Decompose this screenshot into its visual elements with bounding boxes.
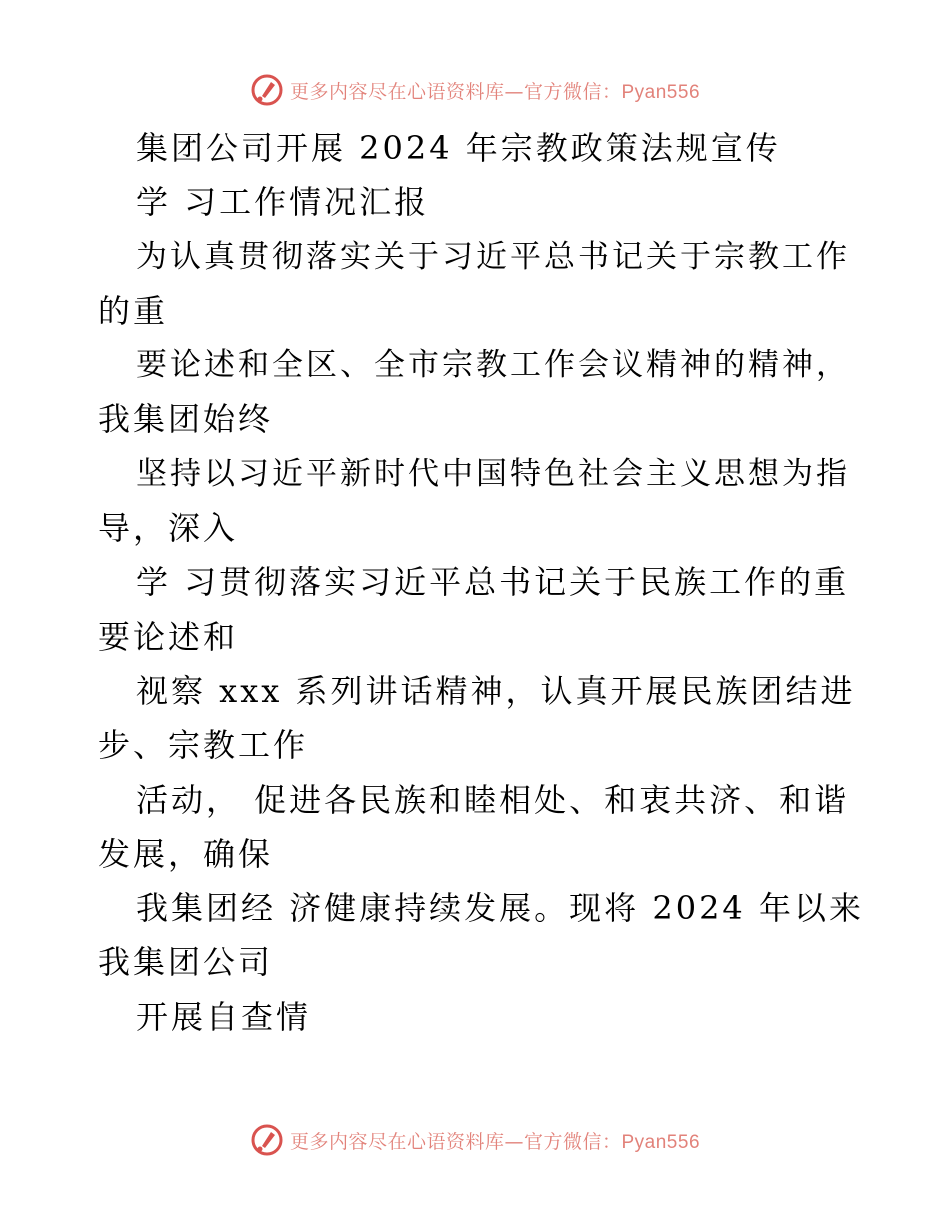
text-line: 视察 xxx 系列讲话精神，认真开展民族团结进: [136, 671, 856, 710]
text-line: 集团公司开展 2024 年宗教政策法规宣传: [136, 129, 781, 167]
text-line: 学 习工作情况汇报: [136, 183, 430, 222]
watermark-text: [290, 77, 700, 104]
document-body: [98, 121, 868, 1044]
watermark-wechat-id: Pyan556: [621, 81, 701, 103]
footer-watermark: [0, 1120, 950, 1160]
watermark-text: [290, 1127, 700, 1154]
text-line: 要论述和全区、全市宗教工作会议精神的精神，: [136, 347, 850, 384]
pen-nib-circle-icon: [250, 1123, 284, 1157]
text-line: 步、宗教工作: [98, 726, 309, 765]
watermark-label: 更多内容尽在心语资料库—官方微信：: [289, 1130, 622, 1153]
text-line: 我集团始终: [98, 400, 274, 439]
text-line: 活动， 促进各民族和睦相处、和衷共济、和谐: [136, 780, 850, 819]
text-line: 发展，确保: [98, 834, 274, 873]
text-line: 为认真贯彻落实关于习近平总书记关于宗教工作: [136, 238, 850, 275]
text-line: 的重: [98, 291, 169, 330]
text-line: 坚持以习近平新时代中国特色社会主义思想为指: [136, 455, 850, 492]
text-line: 要论述和: [98, 617, 239, 656]
text-line: 开展自查情: [136, 997, 312, 1036]
header-watermark: [0, 70, 950, 110]
text-line: 导，深入: [98, 509, 239, 548]
watermark-wechat-id: Pyan556: [621, 1131, 701, 1153]
pen-nib-circle-icon: [250, 73, 284, 107]
text-line: 学 习贯彻落实习近平总书记关于民族工作的重: [136, 563, 850, 602]
watermark-label: 更多内容尽在心语资料库—官方微信：: [289, 80, 622, 103]
text-line: 我集团公司: [98, 943, 274, 982]
text-line: 我集团经 济健康持续发展。现将 2024 年以来: [136, 889, 864, 928]
